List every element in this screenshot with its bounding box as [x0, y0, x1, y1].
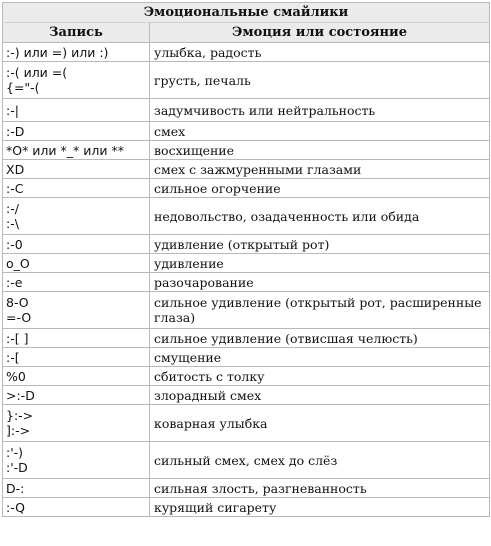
table-row	[3, 479, 490, 498]
emoticon-meaning: смех с зажмуренными глазами	[150, 160, 490, 179]
emoticon-symbol: XD	[3, 160, 150, 179]
emoticon-meaning: курящий сигарету	[150, 498, 490, 517]
emoticon-symbol: :-0	[3, 235, 150, 254]
table-row	[3, 273, 490, 292]
table-header-row	[3, 23, 490, 43]
table-row	[3, 160, 490, 179]
emoticon-meaning: задумчивость или нейтральность	[150, 99, 490, 122]
emoticon-symbol: :-/ :-\	[3, 198, 150, 235]
emoticon-meaning: сильное удивление (отвисшая челюсть)	[150, 329, 490, 348]
emoticon-symbol: :-) или =) или :)	[3, 43, 150, 62]
emoticon-meaning: разочарование	[150, 273, 490, 292]
column-header-meaning: Эмоция или состояние	[150, 23, 490, 43]
emoticon-symbol: >:-D	[3, 386, 150, 405]
emoticon-meaning: сильное удивление (открытый рот, расширенные глаза)	[150, 292, 490, 329]
emoticon-meaning: недовольство, озадаченность или обида	[150, 198, 490, 235]
emoticon-symbol: o_O	[3, 254, 150, 273]
table-row	[3, 99, 490, 122]
table-row	[3, 235, 490, 254]
column-header-symbol: Запись	[3, 23, 150, 43]
table-row	[3, 292, 490, 329]
emoticon-symbol: D-:	[3, 479, 150, 498]
emoticon-meaning: смущение	[150, 348, 490, 367]
table-row	[3, 179, 490, 198]
table-row	[3, 498, 490, 517]
emoticon-meaning: удивление (открытый рот)	[150, 235, 490, 254]
emoticon-symbol: }:-> ]:->	[3, 405, 150, 442]
emoticon-meaning: смех	[150, 122, 490, 141]
table-title: Эмоциональные смайлики	[3, 3, 490, 23]
emoticon-symbol: *O* или *_* или **	[3, 141, 150, 160]
table-row	[3, 43, 490, 62]
emoticon-symbol: :-D	[3, 122, 150, 141]
emoticon-meaning: сильная злость, разгневанность	[150, 479, 490, 498]
emoticon-meaning: сильное огорчение	[150, 179, 490, 198]
emoticon-meaning: грусть, печаль	[150, 62, 490, 99]
emoticon-meaning: коварная улыбка	[150, 405, 490, 442]
emoticon-symbol: :-( или =( {="-(	[3, 62, 150, 99]
emoticons-table	[2, 2, 490, 517]
emoticon-symbol: :'-) :'-D	[3, 442, 150, 479]
table-row	[3, 442, 490, 479]
table-row	[3, 348, 490, 367]
emoticon-symbol: :-[ ]	[3, 329, 150, 348]
emoticon-meaning: удивление	[150, 254, 490, 273]
table-row	[3, 62, 490, 99]
table-row	[3, 254, 490, 273]
table-row	[3, 198, 490, 235]
table-title-row	[3, 3, 490, 23]
emoticon-symbol: 8-O =-O	[3, 292, 150, 329]
emoticon-symbol: :-|	[3, 99, 150, 122]
emoticon-meaning: сильный смех, смех до слёз	[150, 442, 490, 479]
emoticon-symbol: :-C	[3, 179, 150, 198]
emoticon-meaning: сбитость с толку	[150, 367, 490, 386]
table-row	[3, 122, 490, 141]
emoticon-meaning: восхищение	[150, 141, 490, 160]
emoticon-symbol: :-e	[3, 273, 150, 292]
emoticon-meaning: улыбка, радость	[150, 43, 490, 62]
table-row	[3, 405, 490, 442]
emoticon-symbol: :-[	[3, 348, 150, 367]
table-row	[3, 386, 490, 405]
emoticon-meaning: злорадный смех	[150, 386, 490, 405]
emoticon-symbol: :-Q	[3, 498, 150, 517]
table-row	[3, 141, 490, 160]
emoticon-symbol: %0	[3, 367, 150, 386]
table-row	[3, 329, 490, 348]
table-row	[3, 367, 490, 386]
